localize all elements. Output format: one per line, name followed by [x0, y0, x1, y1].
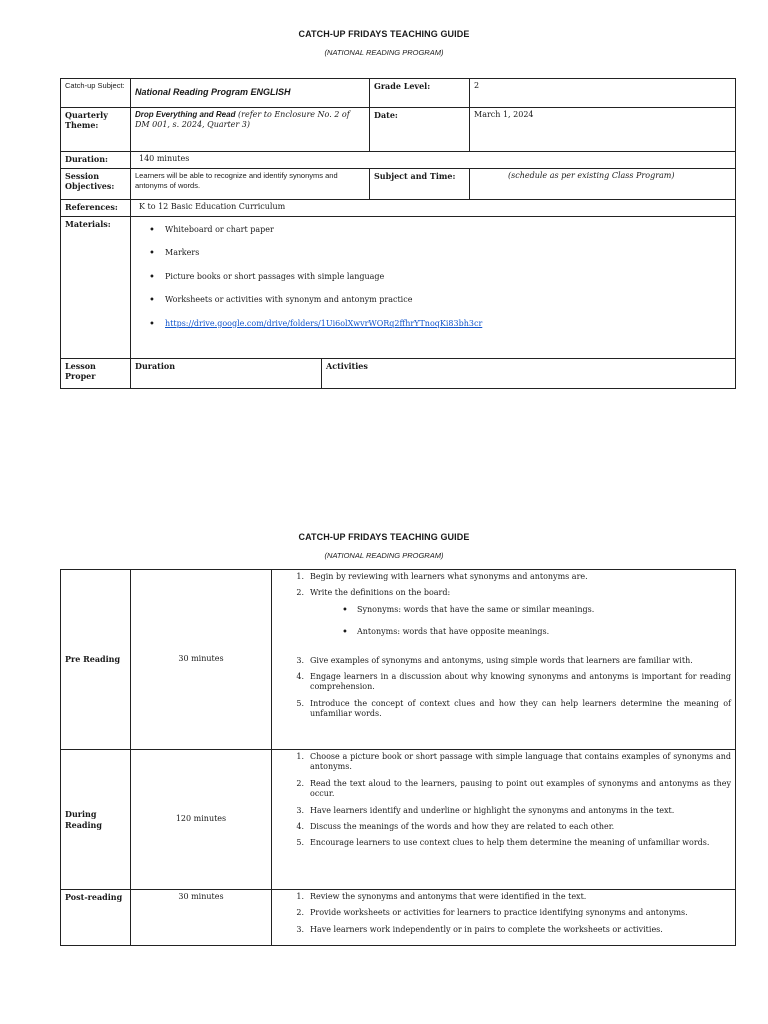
info-table [60, 78, 736, 389]
list-item: 2. Provide worksheets or activities for learners to practice identifying synonyms and antonyms. [296, 908, 688, 918]
post-reading-label: Post-reading [61, 890, 131, 946]
material-item: • Whiteboard or chart paper [149, 225, 731, 235]
list-item: 1. Review the synonyms and antonyms that were identified in the text. [296, 892, 587, 901]
pre-reading-row [61, 570, 736, 750]
materials-row [61, 217, 736, 359]
page2-title: CATCH-UP FRIDAYS TEACHING GUIDE [298, 532, 470, 542]
page-subtitle: (NATIONAL READING PROGRAM) [324, 48, 444, 57]
references-row [61, 200, 736, 217]
materials-drive-link[interactable]: https://drive.google.com/drive/folders/1Ui6olXwvrWORq2ffhrYTnoqKi83bh3cr [165, 318, 483, 328]
material-link-item [149, 319, 731, 329]
list-item: 2. Read the text aloud to the learners, pausing to point out examples of synonyms and antonyms as they occur. [296, 778, 731, 799]
references-label: References: [61, 200, 131, 217]
page2-header [0, 532, 768, 560]
materials-label: Materials: [61, 217, 131, 359]
during-reading-label: During Reading [61, 750, 131, 890]
grade-value: 2 [470, 79, 736, 108]
material-item: • Picture books or short passages with simple language [149, 272, 731, 282]
materials-list [135, 225, 731, 329]
list-item: 3. Have learners identify and underline or highlight the synonyms and antonyms in the text. [296, 805, 675, 815]
theme-value-note: (refer to Enclosure No. 2 of DM 001, s. 2024, Quarter 3) [135, 110, 350, 130]
grade-label: Grade Level: [370, 79, 470, 108]
date-value: March 1, 2024 [470, 108, 736, 152]
during-reading-duration: 120 minutes [131, 750, 272, 890]
list-item: 3. Give examples of synonyms and antonyms, using simple words that learners are familiar with. [296, 655, 693, 665]
lesson-table [60, 569, 736, 946]
subject-time-label: Subject and Time: [370, 169, 470, 200]
pre-reading-label: Pre Reading [61, 570, 131, 750]
definition-item: • Antonyms: words that have opposite meanings. [342, 627, 731, 637]
subject-label: Catch-up Subject: [61, 79, 131, 108]
list-item: 2. Write the definitions on the board: • Synonyms: words that have the same or similar meanings. • Antonyms: words that have opposite meanings. [276, 588, 731, 649]
list-item: 5. Encourage learners to use context clues to help them determine the meaning of unfamiliar words. [296, 838, 710, 848]
pre-reading-activities [272, 570, 736, 750]
subject-value: National Reading Program ENGLISH [131, 79, 370, 108]
list-item: 1. Begin by reviewing with learners what synonyms and antonyms are. [296, 572, 588, 581]
during-reading-steps [276, 752, 731, 849]
page-title: CATCH-UP FRIDAYS TEACHING GUIDE [298, 29, 470, 39]
objectives-value: Learners will be able to recognize and identify synonyms and antonyms of words. [131, 169, 370, 200]
post-reading-activities [272, 890, 736, 946]
post-reading-steps [276, 892, 731, 935]
list-item: 3. Have learners work independently or in pairs to complete the worksheets or activities. [296, 924, 663, 934]
lesson-header-row [61, 359, 736, 389]
activities-column-header: Activities [322, 359, 736, 389]
duration-label: Duration: [61, 152, 131, 169]
post-reading-row [61, 890, 736, 946]
duration-row [61, 152, 736, 169]
references-value: K to 12 Basic Education Curriculum [131, 200, 736, 217]
list-item: 5. Introduce the concept of context clues and how they can help learners determine the meaning of unfamiliar words. [296, 698, 731, 719]
subject-time-value: (schedule as per existing Class Program) [470, 169, 736, 200]
pre-reading-duration: 30 minutes [131, 570, 272, 750]
material-item: • Markers [149, 248, 731, 258]
theme-value [131, 108, 370, 152]
objectives-label: Session Objectives: [61, 169, 131, 200]
duration-value: 140 minutes [131, 152, 736, 169]
post-reading-duration: 30 minutes [131, 890, 272, 946]
pre-reading-steps [276, 572, 731, 720]
page1-header [0, 29, 768, 57]
during-reading-row [61, 750, 736, 890]
duration-column-header: Duration [131, 359, 322, 389]
definitions-list [342, 605, 731, 638]
date-label: Date: [370, 108, 470, 152]
subject-row [61, 79, 736, 108]
material-item: • Worksheets or activities with synonym and antonym practice [149, 295, 731, 305]
list-item: 4. Engage learners in a discussion about why knowing synonyms and antonyms is important for reading comprehension. [296, 671, 731, 692]
list-item: 4. Discuss the meanings of the words and how they are related to each other. [296, 821, 615, 831]
theme-value-main: Drop Everything and Read [135, 110, 236, 119]
list-item: 1. Choose a picture book or short passage with simple language that contains examples of synonyms and antonyms. [296, 752, 731, 772]
during-reading-activities [272, 750, 736, 890]
theme-label: Quarterly Theme: [61, 108, 131, 152]
theme-row [61, 108, 736, 152]
lesson-proper-label: Lesson Proper [61, 359, 131, 389]
page2-subtitle: (NATIONAL READING PROGRAM) [324, 551, 444, 560]
definition-item: • Synonyms: words that have the same or similar meanings. [342, 605, 731, 615]
objectives-row [61, 169, 736, 200]
materials-cell [131, 217, 736, 359]
